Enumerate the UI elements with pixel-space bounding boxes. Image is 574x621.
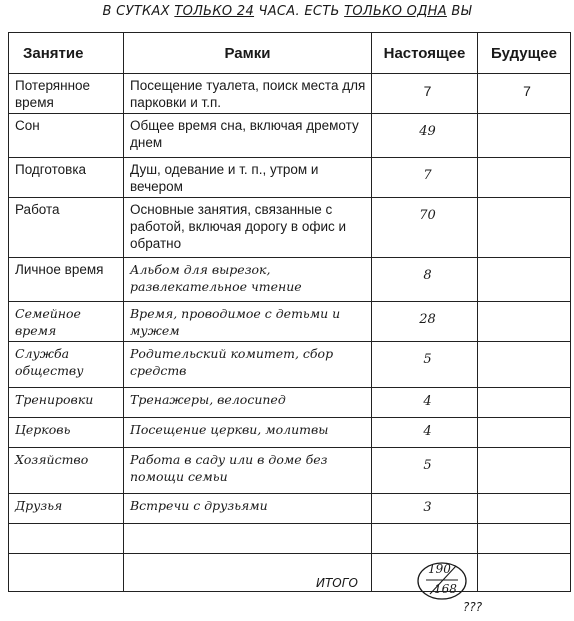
current-cell: 3 bbox=[372, 494, 478, 524]
table-row bbox=[9, 388, 571, 418]
activity-cell: Хозяйство bbox=[9, 448, 124, 494]
page-heading bbox=[0, 4, 574, 19]
header-row bbox=[9, 33, 571, 74]
table-row bbox=[9, 302, 571, 342]
scope-cell: Родительский комитет, сбор средств bbox=[124, 342, 372, 388]
activity-cell: Служба обществу bbox=[9, 342, 124, 388]
scope-cell: Душ, одевание и т. п., утром и вечером bbox=[124, 158, 372, 198]
activity-cell: Работа bbox=[9, 198, 124, 258]
table-row bbox=[9, 198, 571, 258]
heading-part-1: В СУТКАХ bbox=[102, 4, 175, 19]
total-value-bottom: 168 bbox=[434, 582, 457, 596]
total-row bbox=[9, 554, 571, 592]
current-cell: 7 bbox=[372, 74, 478, 114]
table-row bbox=[9, 74, 571, 114]
activity-cell bbox=[9, 524, 124, 554]
activity-cell: Тренировки bbox=[9, 388, 124, 418]
future-cell bbox=[478, 158, 571, 198]
current-cell: 49 bbox=[372, 114, 478, 158]
total-value-top: 190 bbox=[428, 562, 451, 576]
total-empty-cell bbox=[9, 554, 124, 592]
table-row bbox=[9, 448, 571, 494]
current-cell: 4 bbox=[372, 418, 478, 448]
scope-cell: Тренажеры, велосипед bbox=[124, 388, 372, 418]
future-cell: 7 bbox=[478, 74, 571, 114]
scope-cell: Посещение туалета, поиск места для парковки и т.п. bbox=[124, 74, 372, 114]
future-cell bbox=[478, 258, 571, 302]
table-row bbox=[9, 114, 571, 158]
heading-underline-2: ТОЛЬКО ОДНА bbox=[344, 4, 447, 19]
scope-cell: Время, проводимое с детьми и мужем bbox=[124, 302, 372, 342]
future-cell bbox=[478, 494, 571, 524]
table-row bbox=[9, 258, 571, 302]
current-cell: 8 bbox=[372, 258, 478, 302]
heading-part-2: ЧАСА. ЕСТЬ bbox=[254, 4, 345, 19]
future-cell bbox=[478, 114, 571, 158]
table-row bbox=[9, 418, 571, 448]
col-scope-header: Рамки bbox=[124, 33, 372, 74]
activity-cell: Подготовка bbox=[9, 158, 124, 198]
future-cell bbox=[478, 448, 571, 494]
scope-cell: Работа в саду или в доме без помощи семьи bbox=[124, 448, 372, 494]
activity-cell: Сон bbox=[9, 114, 124, 158]
table-row bbox=[9, 342, 571, 388]
scope-cell: Встречи с друзьями bbox=[124, 494, 372, 524]
current-cell: 70 bbox=[372, 198, 478, 258]
heading-part-3: ВЫ bbox=[446, 4, 472, 19]
future-cell bbox=[478, 524, 571, 554]
scope-cell: Основные занятия, связанные с работой, включая дорогу в офис и обратно bbox=[124, 198, 372, 258]
table-row bbox=[9, 524, 571, 554]
scope-cell: Посещение церкви, молитвы bbox=[124, 418, 372, 448]
scope-cell: Альбом для вырезок, развлекательное чтение bbox=[124, 258, 372, 302]
activity-cell: Личное время bbox=[9, 258, 124, 302]
current-cell: 5 bbox=[372, 448, 478, 494]
col-activity-header: Занятие bbox=[9, 33, 124, 74]
activity-cell: Друзья bbox=[9, 494, 124, 524]
future-cell bbox=[478, 342, 571, 388]
activity-cell: Потерянное время bbox=[9, 74, 124, 114]
question-marks: ??? bbox=[463, 600, 483, 614]
current-cell: 5 bbox=[372, 342, 478, 388]
total-label: ИТОГО bbox=[316, 576, 358, 590]
table-row bbox=[9, 494, 571, 524]
future-cell bbox=[478, 388, 571, 418]
current-cell: 7 bbox=[372, 158, 478, 198]
col-future-header: Будущее bbox=[478, 33, 571, 74]
time-table bbox=[8, 32, 571, 592]
future-cell bbox=[478, 418, 571, 448]
future-cell bbox=[478, 198, 571, 258]
total-future-cell bbox=[478, 554, 571, 592]
scope-cell bbox=[124, 524, 372, 554]
future-cell bbox=[478, 302, 571, 342]
scope-cell: Общее время сна, включая дремоту днем bbox=[124, 114, 372, 158]
activity-cell: Семейное время bbox=[9, 302, 124, 342]
current-cell: 4 bbox=[372, 388, 478, 418]
col-current-header: Настоящее bbox=[372, 33, 478, 74]
current-cell: 28 bbox=[372, 302, 478, 342]
current-cell bbox=[372, 524, 478, 554]
total-circle bbox=[416, 560, 468, 602]
activity-cell: Церковь bbox=[9, 418, 124, 448]
heading-underline-1: ТОЛЬКО 24 bbox=[174, 4, 255, 19]
table-row bbox=[9, 158, 571, 198]
